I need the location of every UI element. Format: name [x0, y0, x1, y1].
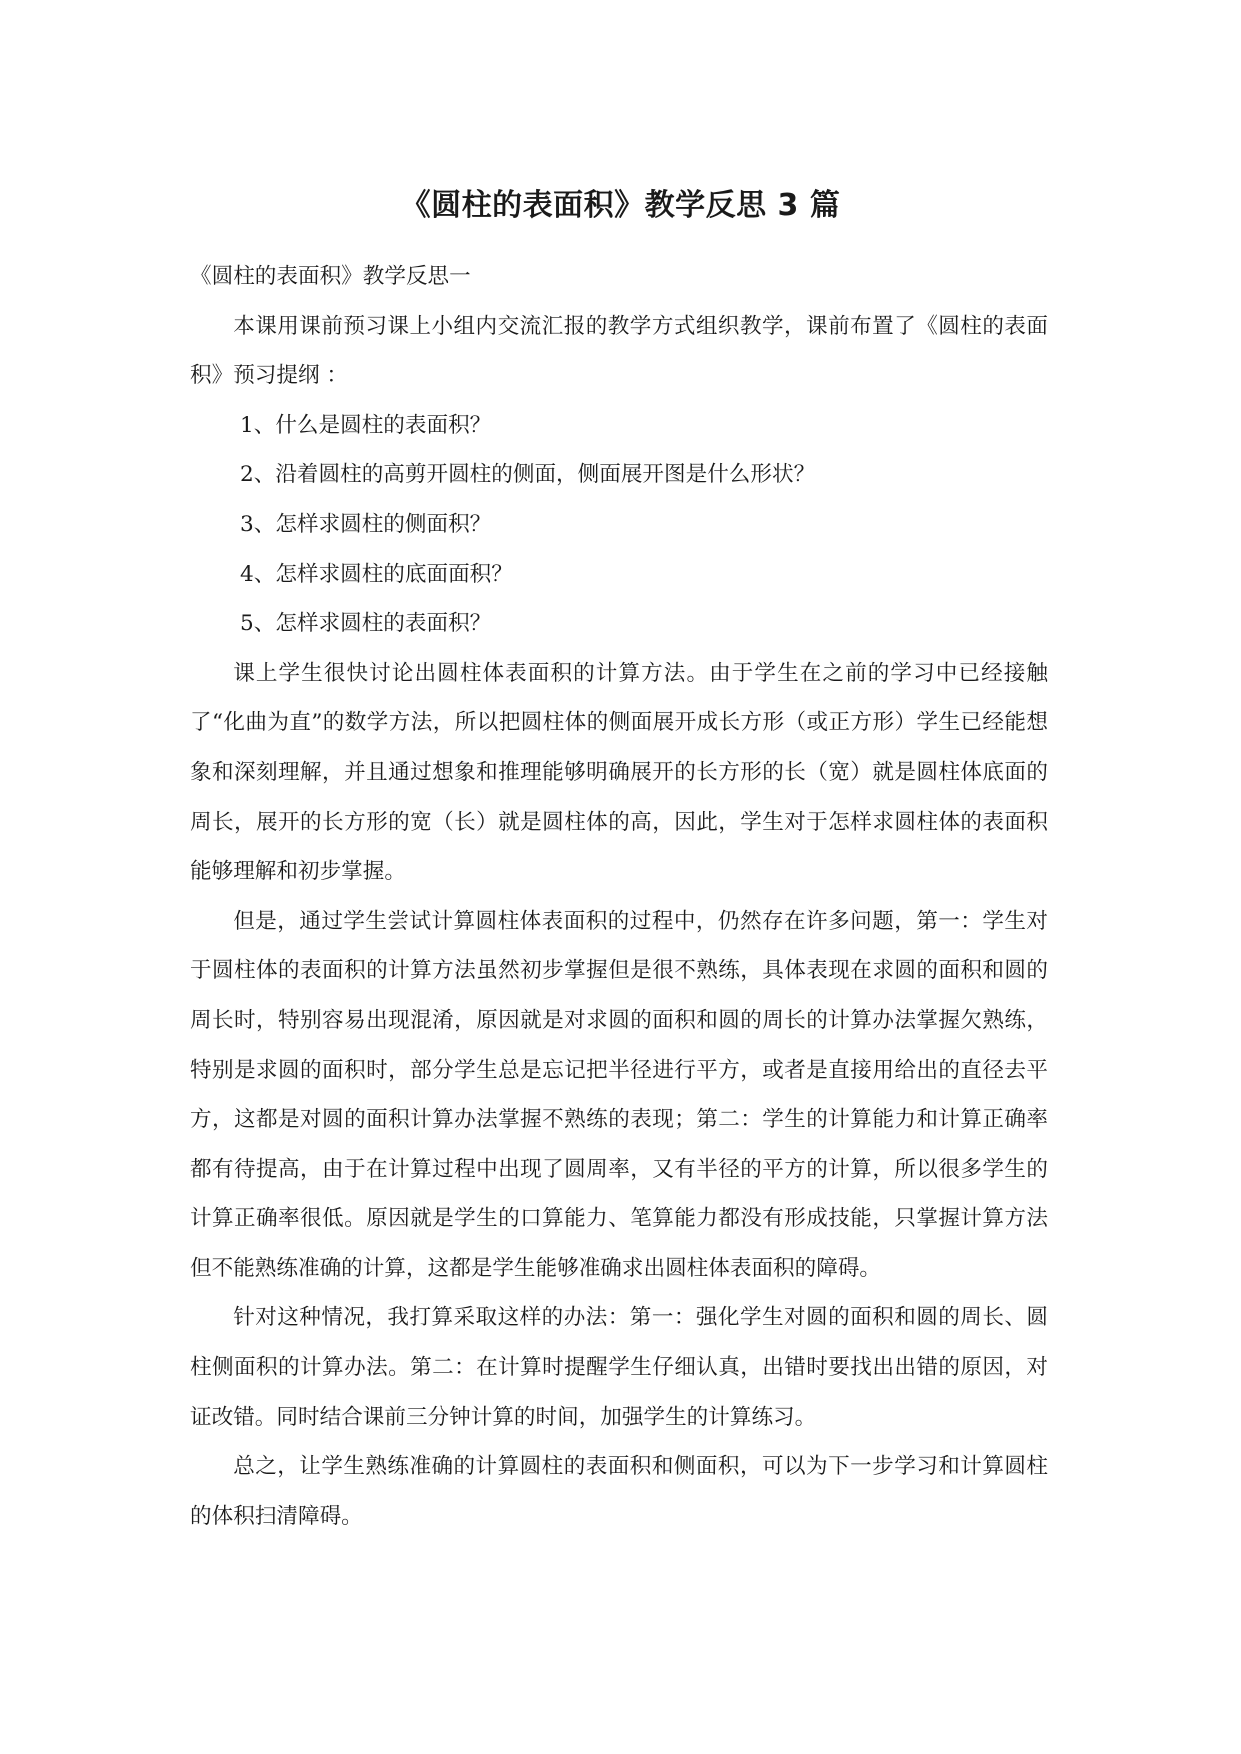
outline-item: 4、怎样求圆柱的底面面积？: [240, 561, 513, 587]
body-paragraph: 课上学生很快讨论出圆柱体表面积的计算方法。由于学生在之前的学习中已经接触了“化曲为直”的数学方法，所以把圆柱体的侧面展开成长方形（或正方形）学生已经能想象和深刻理解，并且通过想象和推理能够明确展开的长方形的长（宽）就是圆柱体底面的周长，展开的长方形的宽（长）就是圆柱体的高，因此，学生对于怎样求圆柱体的表面积能够理解和初步掌握。: [190, 660, 1048, 885]
document-title: 《圆柱的表面积》教学反思 3 篇: [400, 188, 841, 223]
outline-item: 1、什么是圆柱的表面积？: [240, 412, 492, 438]
body-paragraph: 但是，通过学生尝试计算圆柱体表面积的过程中，仍然存在许多问题，第一：学生对于圆柱体的表面积的计算方法虽然初步掌握但是很不熟练，具体表现在求圆的面积和圆的周长时，特别容易出现混淆，原因就是对求圆的面积和圆的周长的计算办法掌握欠熟练，特别是求圆的面积时，部分学生总是忘记把半径进行平方，或者是直接用给出的直径去平方，这都是对圆的面积计算办法掌握不熟练的表现；第二：学生的计算能力和计算正确率都有待提高，由于在计算过程中出现了圆周率，又有半径的平方的计算，所以很多学生的计算正确率很低。原因就是学生的口算能力、笔算能力都没有形成技能，只掌握计算方法但不能熟练准确的计算，这都是学生能够准确求出圆柱体表面积的障碍。: [190, 908, 1048, 1281]
outline-item: 2、沿着圆柱的高剪开圆柱的侧面，侧面展开图是什么形状？: [240, 462, 816, 488]
body-paragraph: 针对这种情况，我打算采取这样的办法：第一：强化学生对圆的面积和圆的周长、圆柱侧面积的计算办法。第二：在计算时提醒学生仔细认真，出错时要找出出错的原因，对证改错。同时结合课前三分钟计算的时间，加强学生的计算练习。: [190, 1305, 1048, 1430]
body-paragraph: 总之，让学生熟练准确的计算圆柱的表面积和侧面积，可以为下一步学习和计算圆柱的体积扫清障碍。: [190, 1454, 1048, 1529]
section-heading: 《圆柱的表面积》教学反思一: [190, 264, 471, 289]
outline-item: 3、怎样求圆柱的侧面积？: [240, 511, 492, 537]
outline-item: 5、怎样求圆柱的表面积？: [240, 611, 492, 637]
document-body: [190, 252, 1048, 1541]
intro-paragraph: 本课用课前预习课上小组内交流汇报的教学方式组织教学，课前布置了《圆柱的表面积》预习提纲 ：: [190, 313, 1048, 389]
